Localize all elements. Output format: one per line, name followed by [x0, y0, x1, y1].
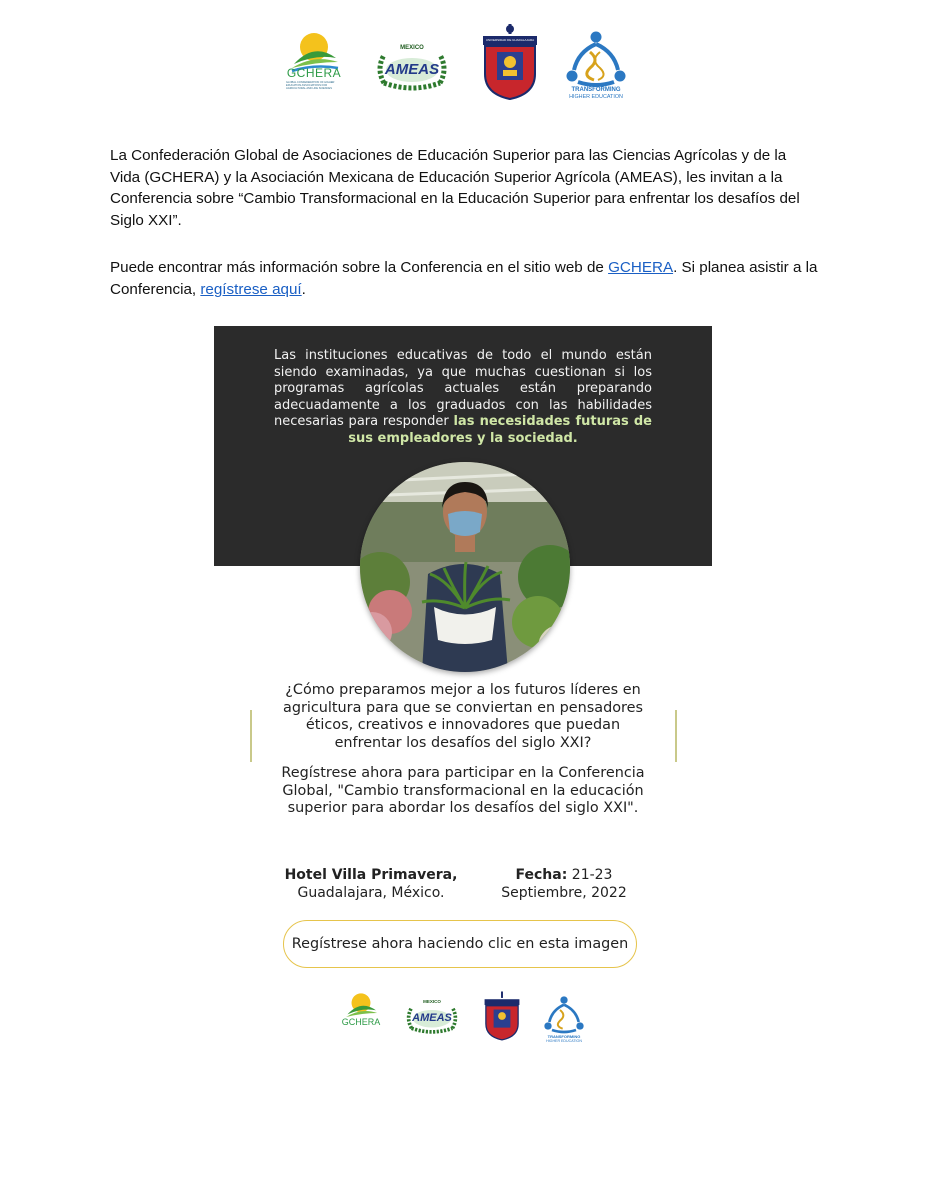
flyer-intro-body: Las instituciones educativas de todo el mundo están siendo examinadas, ya que muchas cuestionan si los programas agrícolas actuales están preparando adecuadamente a los graduados con las habilidades necesarias para responder — [274, 348, 652, 429]
gchera-website-link[interactable]: GCHERA — [608, 259, 674, 276]
flyer-gchera-wordmark: GCHERA — [341, 1017, 381, 1027]
venue-name: Hotel Villa Primavera, — [284, 867, 458, 883]
transforming-line2: HIGHER EDUCATION — [569, 94, 623, 100]
gchera-tagline: GLOBAL CONFEDERATION OF HIGHER EDUCATION ASSOCIATIONS FOR AGRICULTURAL AND LIFE SCIENCES — [286, 81, 335, 91]
date-block — [484, 866, 644, 902]
gchera-logo — [280, 28, 348, 96]
invitation-paragraph: La Confederación Global de Asociaciones de Educación Superior para las Ciencias Agrícolas y de la Vida (GCHERA) y la Asociación Mexicana de Educación Superior Agrícola (AMEAS), les invitan a la Conferencia sobre “Cambio Transformacional en la Educación Superior para enfrentar los desafíos del Siglo XXI”. — [110, 147, 800, 229]
flyer-udg-crest — [482, 991, 522, 1041]
info-paragraph — [110, 257, 820, 300]
student-photo — [360, 462, 570, 672]
gchera-wordmark: GCHERA — [286, 66, 342, 80]
flyer-intro-text — [274, 348, 652, 447]
register-now-button[interactable]: Regístrese ahora haciendo clic en esta imagen — [283, 920, 637, 968]
ameas-country: MEXICO — [400, 45, 424, 51]
conference-flyer[interactable] — [214, 326, 712, 1063]
flyer-gchera-logo — [338, 990, 384, 1036]
flyer-transforming-line2: HIGHER EDUCATION — [546, 1039, 582, 1043]
left-accent-line — [250, 710, 252, 762]
transforming-logo — [560, 28, 632, 100]
info-text-middle: . Si planea asistir a la Conferencia, — [110, 259, 818, 298]
flyer-udg-shield-icon — [482, 991, 522, 1041]
flyer-intro-highlight: las necesidades futuras de sus empleadores y la sociedad. — [348, 414, 652, 446]
student-with-fern-image — [360, 462, 570, 672]
ameas-wordmark: AMEAS — [384, 61, 440, 78]
date-month-year: Septiembre, 2022 — [501, 885, 627, 901]
date-label: Fecha: — [515, 867, 568, 883]
flyer-transforming-line1: TRANSFORMING — [547, 1034, 581, 1039]
venue-block — [276, 866, 466, 902]
right-accent-line — [675, 710, 677, 762]
flyer-ameas-wordmark: AMEAS — [412, 1012, 452, 1024]
flyer-ameas-country: MEXICO — [423, 999, 441, 1004]
ameas-logo — [374, 43, 450, 95]
info-text-after: . — [301, 280, 306, 298]
flyer-question: ¿Cómo preparamos mejor a los futuros líderes en agricultura para que se conviertan en pensadores éticos, creativos e innovadores que puedan enfrentar los desafíos del siglo XXI? — [283, 682, 643, 751]
udg-name: UNIVERSIDAD DE GUADALAJARA — [485, 38, 535, 42]
flyer-ameas-logo — [404, 999, 460, 1037]
flyer-transforming-logo — [540, 994, 588, 1044]
register-here-link[interactable]: regístrese aquí — [200, 280, 302, 298]
date-days: 21-23 — [571, 867, 613, 883]
flyer-gchera-emblem-icon — [338, 990, 384, 1036]
info-text-before: Puede encontrar más información sobre la Conferencia en el sitio web de — [110, 259, 609, 276]
transforming-line1: TRANSFORMING — [571, 87, 621, 93]
udg-shield-icon — [479, 24, 541, 100]
udg-crest — [479, 24, 541, 100]
venue-city: Guadalajara, México. — [297, 885, 445, 901]
flyer-register-copy: Regístrese ahora para participar en la Conferencia Global, "Cambio transformacional en la educación superior para abordar los desafíos del siglo XXI". — [281, 765, 645, 816]
